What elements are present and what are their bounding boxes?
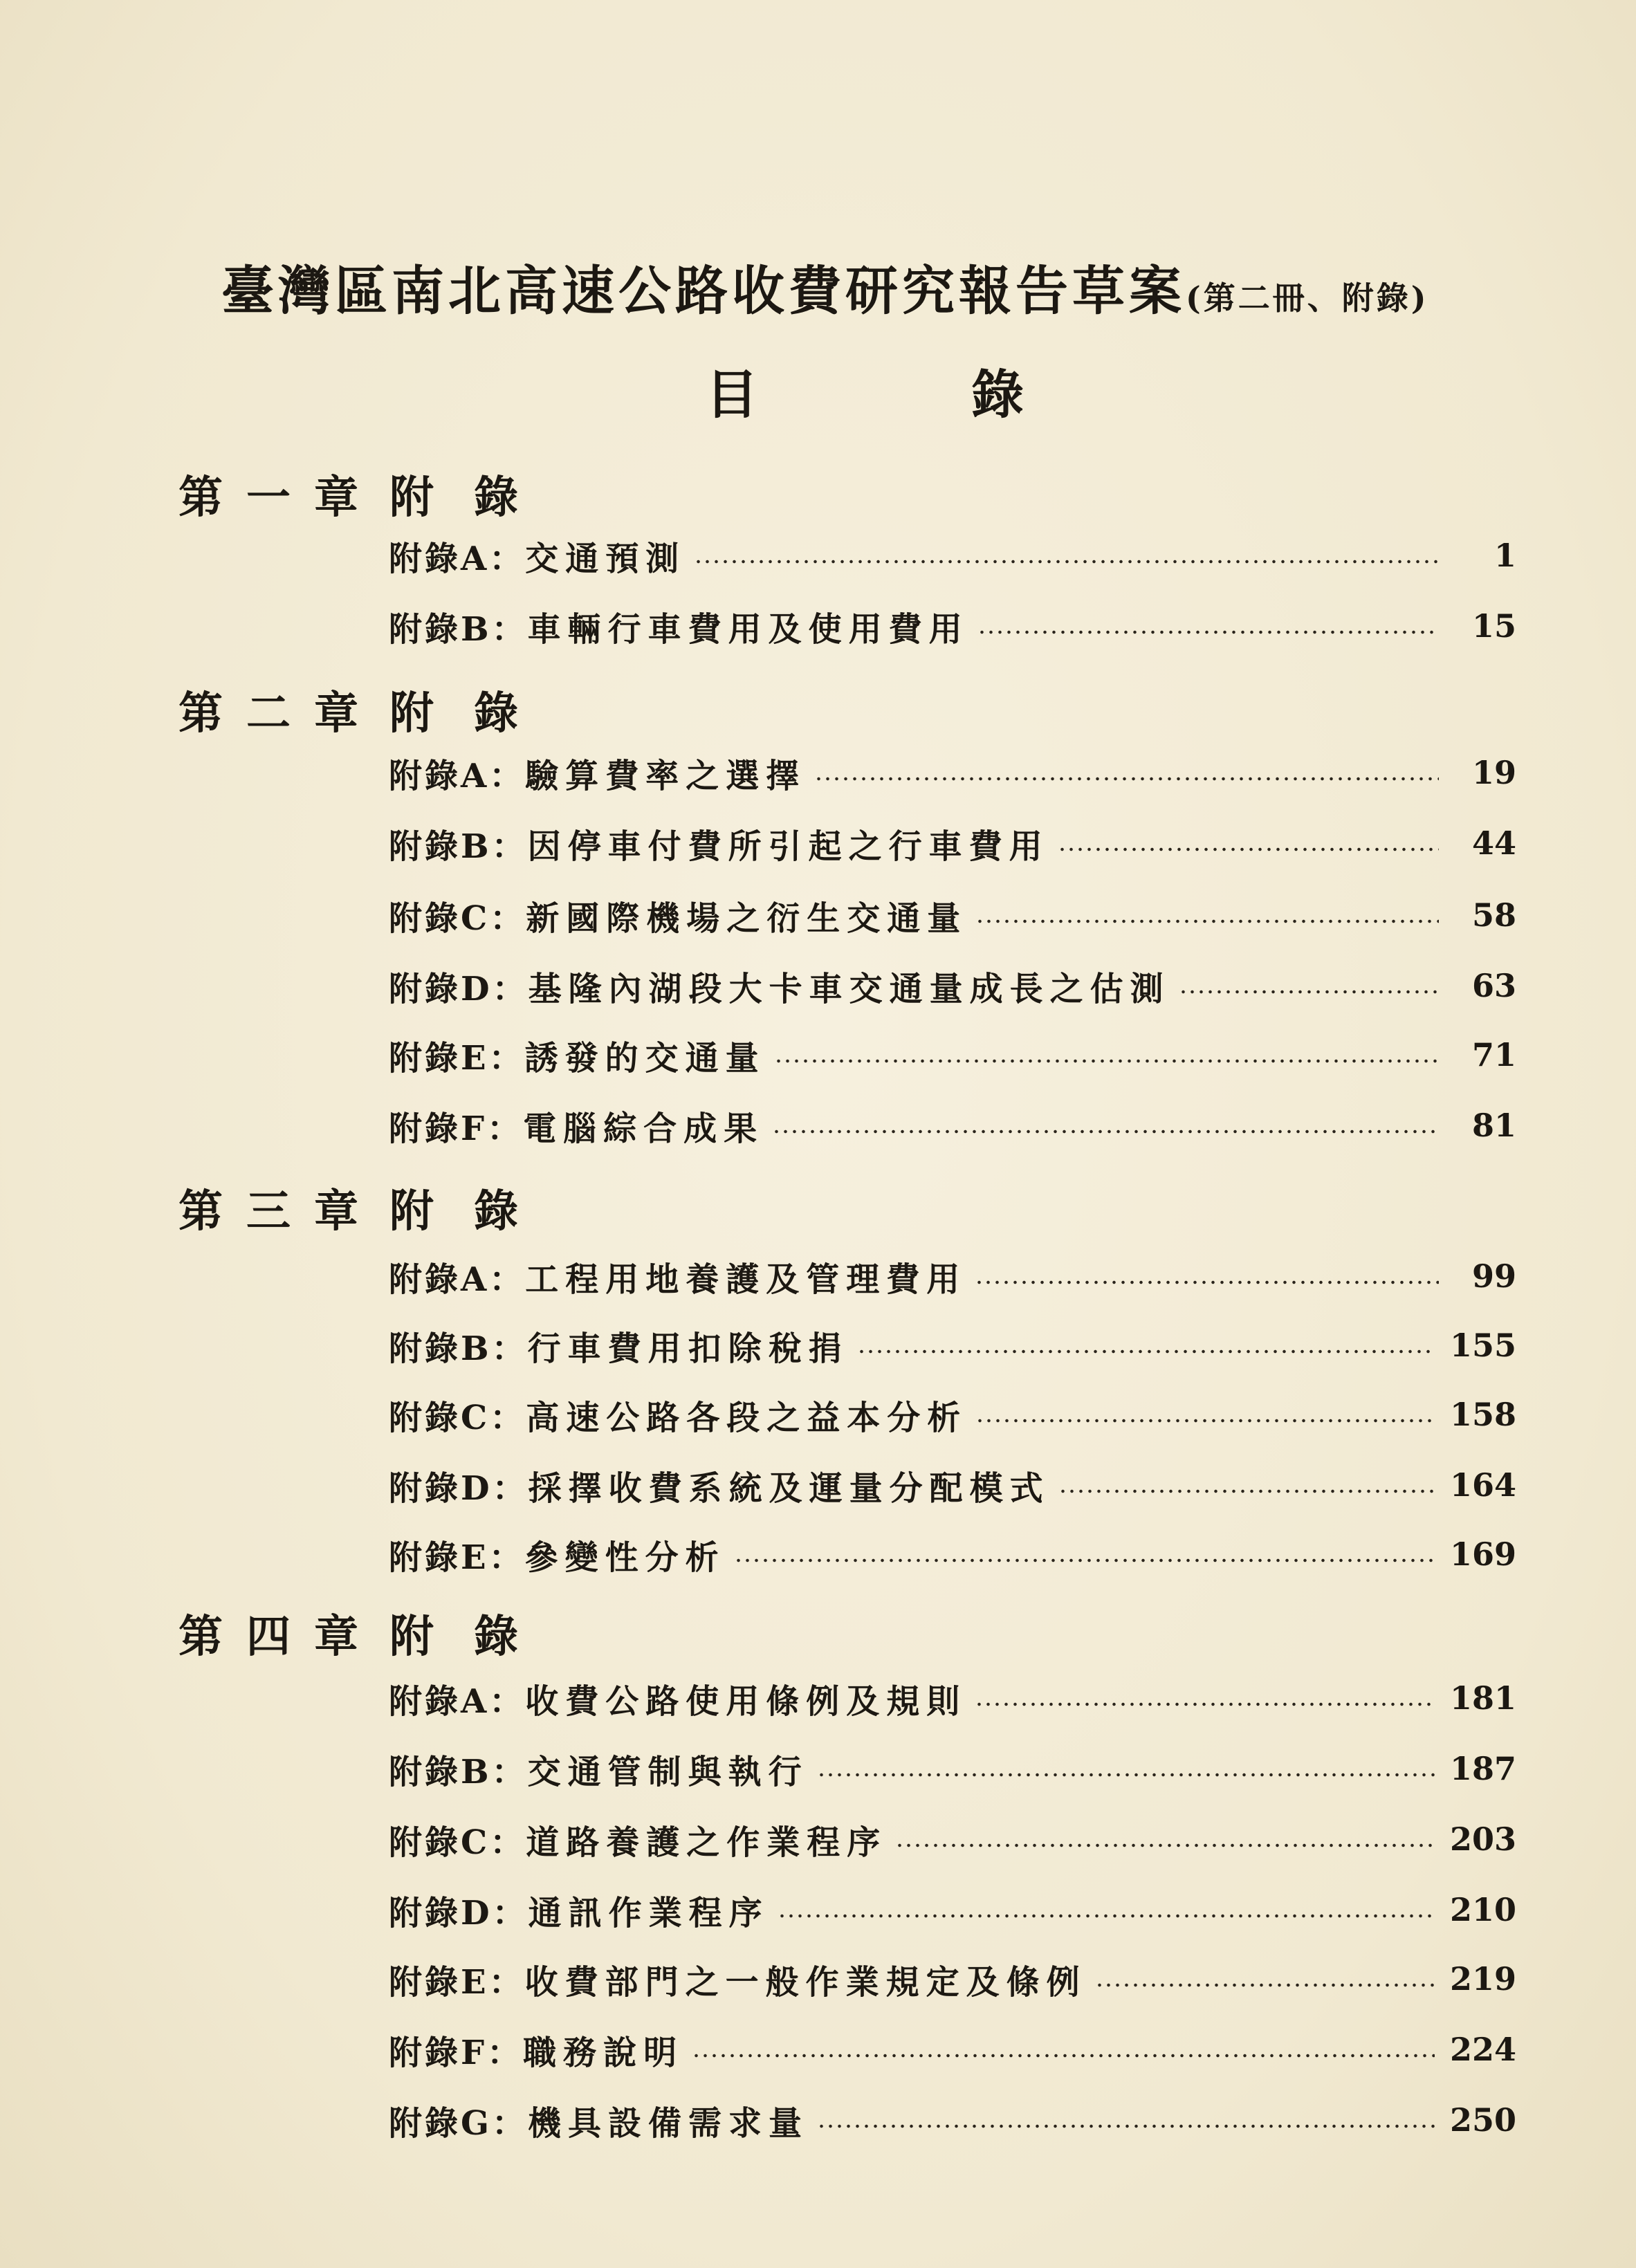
toc-entry[interactable] [389, 819, 1516, 867]
page-number: 250 [1449, 2101, 1516, 2139]
toc-entry[interactable] [389, 891, 1516, 939]
dot-leader [734, 1558, 1435, 1563]
chapter-label: 附錄 [389, 1611, 558, 1663]
dot-leader [1058, 847, 1439, 852]
appendix-code: 附錄G： [389, 2103, 528, 2143]
toc-heading-right: 錄 [971, 364, 1024, 425]
appendix-code: 附錄C： [389, 1398, 526, 1437]
page-number: 203 [1449, 1820, 1516, 1858]
toc-entry[interactable] [389, 1674, 1516, 1722]
appendix-title: 機具設備需求量 [528, 2103, 809, 2143]
appendix-code: 附錄A： [389, 1260, 526, 1299]
appendix-code: 附錄E： [389, 1538, 525, 1577]
appendix-code: 附錄A： [389, 756, 526, 795]
page-number: 210 [1449, 1891, 1516, 1928]
dot-leader [975, 919, 1439, 924]
dot-leader [895, 1843, 1435, 1848]
page-number: 15 [1471, 607, 1516, 645]
appendix-title: 通訊作業程序 [528, 1893, 769, 1933]
dot-leader [1095, 1982, 1435, 1988]
dot-leader [1058, 1488, 1435, 1494]
page-number: 181 [1449, 1679, 1516, 1717]
toc-entry[interactable] [389, 1815, 1516, 1863]
page-number: 81 [1471, 1107, 1516, 1144]
page-number: 155 [1449, 1327, 1516, 1364]
appendix-code: 附錄F： [389, 2033, 524, 2072]
dot-leader [857, 1349, 1435, 1354]
appendix-code: 附錄C： [389, 1823, 526, 1862]
toc-entry[interactable] [389, 1744, 1516, 1793]
appendix-title: 基隆內湖段大卡車交通量成長之估測 [528, 969, 1170, 1008]
page-number: 63 [1471, 967, 1516, 1004]
dot-leader [977, 629, 1439, 635]
appendix-title: 車輛行車費用及使用費用 [527, 609, 969, 649]
page-number: 19 [1471, 754, 1516, 791]
appendix-title: 驗算費率之選擇 [525, 756, 807, 795]
page-number: 1 [1493, 537, 1516, 574]
chapter-label: 附錄 [389, 472, 558, 524]
toc-heading [706, 353, 1024, 428]
appendix-title: 收費部門之一般作業規定及條例 [524, 1962, 1087, 2002]
appendix-title: 交通管制與執行 [527, 1752, 809, 1791]
chapter-number: 第一章 [178, 472, 382, 524]
toc-entry[interactable] [389, 1530, 1516, 1578]
appendix-title: 道路養護之作業程序 [526, 1823, 888, 1862]
toc-entry[interactable] [389, 531, 1516, 580]
toc-entry[interactable] [389, 1886, 1516, 1934]
dot-leader [814, 776, 1439, 782]
toc-entry[interactable] [389, 2096, 1516, 2144]
document-title-main: 臺灣區南北高速公路收費研究報告草案 [221, 260, 1186, 322]
appendix-title: 電腦綜合成果 [523, 1109, 764, 1148]
appendix-code: 附錄E： [389, 1038, 525, 1078]
dot-leader [772, 1129, 1439, 1134]
chapter-heading [178, 1601, 558, 1665]
toc-entry[interactable] [389, 1321, 1516, 1370]
page-number: 219 [1449, 1960, 1516, 1998]
appendix-code: 附錄B： [389, 1329, 528, 1368]
page-number: 169 [1449, 1536, 1516, 1573]
toc-entry[interactable] [389, 1101, 1516, 1150]
appendix-title: 職務說明 [523, 2033, 684, 2072]
appendix-code: 附錄F： [389, 1109, 524, 1148]
appendix-code: 附錄D： [389, 1468, 529, 1508]
appendix-title: 新國際機場之衍生交通量 [526, 898, 968, 938]
document-title-sub: (第二冊、附錄) [1186, 279, 1429, 317]
chapter-label: 附錄 [389, 688, 558, 739]
page-number: 99 [1471, 1257, 1516, 1295]
dot-leader [1179, 989, 1439, 995]
toc-heading-left: 目 [706, 364, 758, 425]
toc-entry[interactable] [389, 602, 1516, 650]
toc-entry[interactable] [389, 1955, 1516, 2003]
dot-leader [774, 1058, 1439, 1064]
appendix-title: 高速公路各段之益本分析 [526, 1398, 968, 1437]
chapter-number: 第二章 [178, 688, 382, 739]
dot-leader [778, 1913, 1435, 1919]
page-number: 164 [1449, 1466, 1516, 1504]
appendix-title: 工程用地養護及管理費用 [525, 1260, 967, 1299]
chapter-heading [178, 462, 558, 526]
dot-leader [694, 559, 1439, 564]
chapter-heading [178, 1176, 558, 1239]
chapter-number: 第四章 [178, 1611, 382, 1663]
appendix-title: 收費公路使用條例及規則 [525, 1681, 967, 1721]
page-number: 224 [1449, 2031, 1516, 2068]
appendix-code: 附錄E： [389, 1962, 525, 2002]
appendix-code: 附錄A： [389, 539, 526, 578]
dot-leader [975, 1418, 1435, 1423]
page-number: 44 [1471, 824, 1516, 862]
document-title [221, 249, 1429, 324]
toc-entry[interactable] [389, 2025, 1516, 2074]
toc-entry[interactable] [389, 748, 1516, 797]
dot-leader [975, 1702, 1435, 1707]
appendix-title: 因停車付費所引起之行車費用 [527, 827, 1049, 866]
appendix-title: 交通預測 [525, 539, 686, 578]
page-number: 58 [1471, 896, 1516, 934]
dot-leader [817, 1772, 1435, 1778]
appendix-code: 附錄A： [389, 1681, 526, 1721]
appendix-code: 附錄B： [389, 827, 528, 866]
dot-leader [817, 2123, 1435, 2129]
dot-leader [975, 1280, 1439, 1285]
appendix-title: 採擇收費系統及運量分配模式 [528, 1468, 1050, 1508]
page-number: 187 [1449, 1750, 1516, 1787]
page-number: 158 [1449, 1396, 1516, 1433]
appendix-code: 附錄B： [389, 1752, 528, 1791]
toc-entry[interactable] [389, 1252, 1516, 1300]
chapter-label: 附錄 [389, 1186, 558, 1237]
toc-entry[interactable] [389, 1461, 1516, 1509]
page-number: 71 [1471, 1036, 1516, 1073]
appendix-title: 誘發的交通量 [524, 1038, 766, 1078]
toc-entry[interactable] [389, 1031, 1516, 1079]
appendix-code: 附錄C： [389, 898, 526, 938]
chapter-heading [178, 678, 558, 741]
toc-entry[interactable] [389, 1390, 1516, 1439]
appendix-code: 附錄D： [389, 969, 529, 1008]
dot-leader [692, 2053, 1435, 2058]
toc-entry[interactable] [389, 961, 1516, 1010]
appendix-code: 附錄D： [389, 1893, 529, 1933]
appendix-title: 行車費用扣除稅捐 [527, 1329, 849, 1368]
appendix-title: 參變性分析 [524, 1538, 726, 1577]
appendix-code: 附錄B： [389, 609, 528, 649]
chapter-number: 第三章 [178, 1186, 382, 1237]
